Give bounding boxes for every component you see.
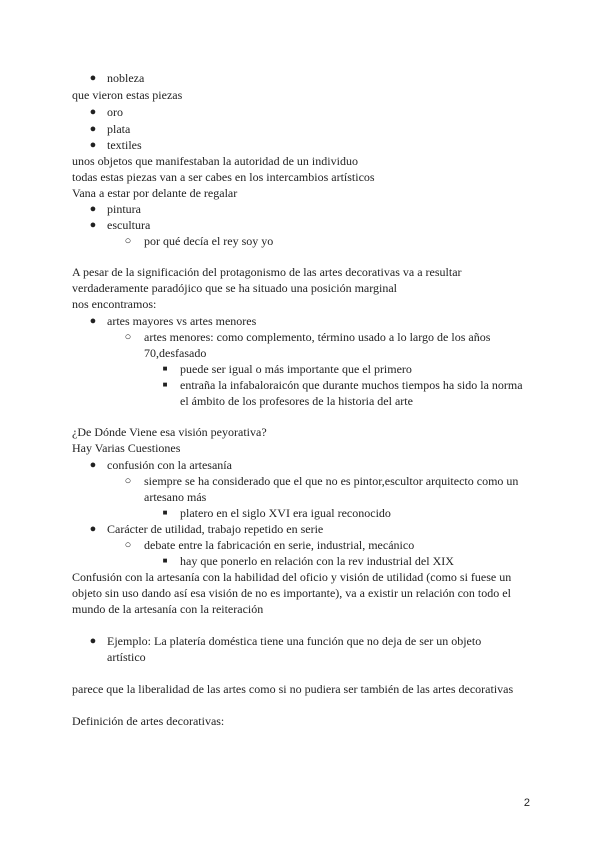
circle-bullet-icon: ○ [124, 331, 132, 343]
list-item: hay que ponerlo en relación con la rev industrial del XIX [180, 554, 454, 568]
paragraph-line: Vana a estar por delante de regalar [72, 186, 238, 200]
paragraph-line: parece que la liberalidad de las artes como si no pudiera ser también de las artes decorativas [72, 682, 514, 696]
list-item: por qué decía el rey soy yo [144, 234, 274, 248]
bullet-icon: ● [89, 219, 97, 231]
list-item: puede ser igual o más importante que el primero [180, 362, 412, 376]
bullet-icon: ● [89, 315, 97, 327]
bullet-icon: ● [89, 523, 97, 535]
list-item: confusión con la artesanía [107, 458, 232, 472]
list-item-continuation: el ámbito de los profesores de la historia del arte [180, 394, 413, 408]
paragraph-line: Hay Varias Cuestiones [72, 441, 181, 455]
paragraph-line: unos objetos que manifestaban la autoridad de un individuo [72, 154, 358, 168]
list-item: plata [107, 122, 131, 136]
bullet-icon: ● [89, 459, 97, 471]
list-item: artes mayores vs artes menores [107, 314, 257, 328]
square-bullet-icon: ■ [162, 364, 168, 373]
paragraph-line: verdaderamente paradójico que se ha situado una posición marginal [72, 281, 397, 295]
square-bullet-icon: ■ [162, 556, 168, 565]
list-item-continuation: artístico [107, 650, 146, 664]
list-item: textiles [107, 138, 142, 152]
list-item: nobleza [107, 71, 145, 85]
list-item: pintura [107, 202, 141, 216]
list-item: artes menores: como complemento, término usado a lo largo de los años [144, 330, 491, 344]
paragraph-line: que vieron estas piezas [72, 88, 183, 102]
list-item: entraña la infabaloraicón que durante muchos tiempos ha sido la norma [180, 378, 523, 392]
list-item: debate entre la fabricación en serie, industrial, mecánico [144, 538, 415, 552]
list-item: Carácter de utilidad, trabajo repetido en serie [107, 522, 324, 536]
paragraph-line: objeto sin uso dando así esa visión de no es importante), va a existir un relación con todo el [72, 586, 511, 600]
list-item: escultura [107, 218, 151, 232]
paragraph-line: Confusión con la artesanía con la habilidad del oficio y visión de utilidad (como si fuese un [72, 570, 512, 584]
list-item: oro [107, 105, 123, 119]
paragraph-line: A pesar de la significación del protagonismo de las artes decorativas va a resultar [72, 265, 462, 279]
bullet-icon: ● [89, 203, 97, 215]
list-item: siempre se ha considerado que el que no es pintor,escultor arquitecto como un [144, 474, 519, 488]
bullet-icon: ● [89, 635, 97, 647]
list-item-continuation: artesano más [144, 490, 207, 504]
page-number: 2 [523, 797, 530, 809]
square-bullet-icon: ■ [162, 508, 168, 517]
circle-bullet-icon: ○ [124, 235, 132, 247]
bullet-icon: ● [89, 106, 97, 118]
square-bullet-icon: ■ [162, 380, 168, 389]
paragraph-line: ¿De Dónde Viene esa visión peyorativa? [72, 425, 267, 439]
circle-bullet-icon: ○ [124, 539, 132, 551]
circle-bullet-icon: ○ [124, 475, 132, 487]
list-item-continuation: 70,desfasado [144, 346, 207, 360]
list-item: Ejemplo: La platería doméstica tiene una función que no deja de ser un objeto [107, 634, 482, 648]
paragraph-line: Definición de artes decorativas: [72, 714, 225, 728]
bullet-icon: ● [89, 139, 97, 151]
list-item: platero en el siglo XVI era igual reconocido [180, 506, 391, 520]
bullet-icon: ● [89, 72, 97, 84]
paragraph-line: nos encontramos: [72, 297, 157, 311]
bullet-icon: ● [89, 123, 97, 135]
paragraph-line: mundo de la artesanía con la reiteración [72, 602, 264, 616]
paragraph-line: todas estas piezas van a ser cabes en los intercambios artísticos [72, 170, 375, 184]
